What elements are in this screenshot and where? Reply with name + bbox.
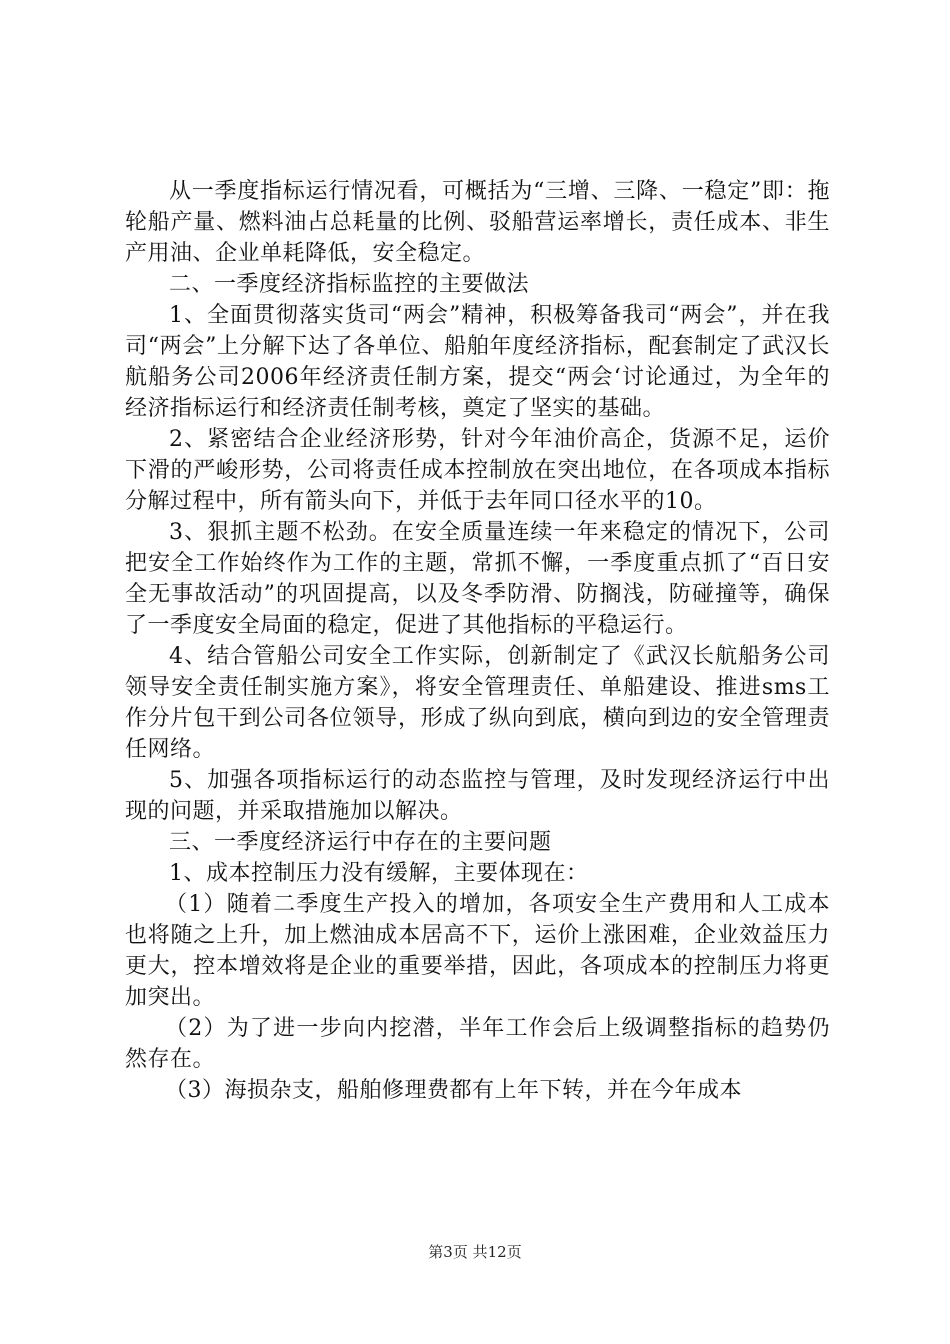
- paragraph-item-3: 3、狠抓主题不松劲。在安全质量连续一年来稳定的情况下，公司把安全工作始终作为工作的主题，常抓不懈，一季度重点抓了“百日安全无事故活动”的巩固提高，以及冬季防滑、防搁浅，防碰撞等，确保了一季度安全局面的稳定，促进了其他指标的平稳运行。: [125, 520, 830, 638]
- paragraph-item-1: 1、全面贯彻落实货司“两会”精神，积极筹备我司“两会”，并在我司“两会”上分解下达了各单位、船舶年度经济指标，配套制定了武汉长航船务公司2006年经济责任制方案，提交“两会‘讨论通过，为全年的经济指标运行和经济责任制考核，奠定了坚实的基础。: [125, 303, 830, 421]
- section-heading-2: 二、一季度经济指标监控的主要做法: [169, 272, 530, 297]
- paragraph-summary: 从一季度指标运行情况看，可概括为“三增、三降、一稳定”即：拖轮船产量、燃料油占总耗量的比例、驳船营运率增长，责任成本、非生产用油、企业单耗降低，安全稳定。: [125, 179, 830, 266]
- paragraph-problem-1: 1、成本控制压力没有缓解，主要体现在：: [169, 861, 589, 886]
- document-body: [125, 176, 830, 1106]
- paragraph-item-2: 2、紧密结合企业经济形势，针对今年油价高企，货源不足，运价下滑的严峻形势，公司将责任成本控制放在突出地位，在各项成本指标分解过程中，所有箭头向下，并低于去年同口径水平的10。: [125, 427, 830, 514]
- paragraph-item-5: 5、加强各项指标运行的动态监控与管理，及时发现经济运行中出现的问题，并采取措施加以解决。: [125, 768, 830, 824]
- paragraph-subitem-2: （2）为了进一步向内挖潜，半年工作会后上级调整指标的趋势仍然存在。: [125, 1016, 830, 1072]
- section-heading-3: 三、一季度经济运行中存在的主要问题: [169, 830, 552, 855]
- paragraph-subitem-1: （1）随着二季度生产投入的增加，各项安全生产费用和人工成本也将随之上升，加上燃油成本居高不下，运价上涨困难，企业效益压力更大，控本增效将是企业的重要举措，因此，各项成本的控制压力将更加突出。: [125, 892, 830, 1010]
- paragraph-item-4: 4、结合管船公司安全工作实际，创新制定了《武汉长航船务公司领导安全责任制实施方案》，将安全管理责任、单船建设、推进sms工作分片包干到公司各位领导，形成了纵向到底，横向到边的安全管理责任网络。: [125, 644, 830, 762]
- paragraph-subitem-3: （3）海损杂支，船舶修理费都有上年下转，并在今年成本: [165, 1078, 742, 1103]
- page-number-footer: 第3页 共12页: [428, 1243, 522, 1261]
